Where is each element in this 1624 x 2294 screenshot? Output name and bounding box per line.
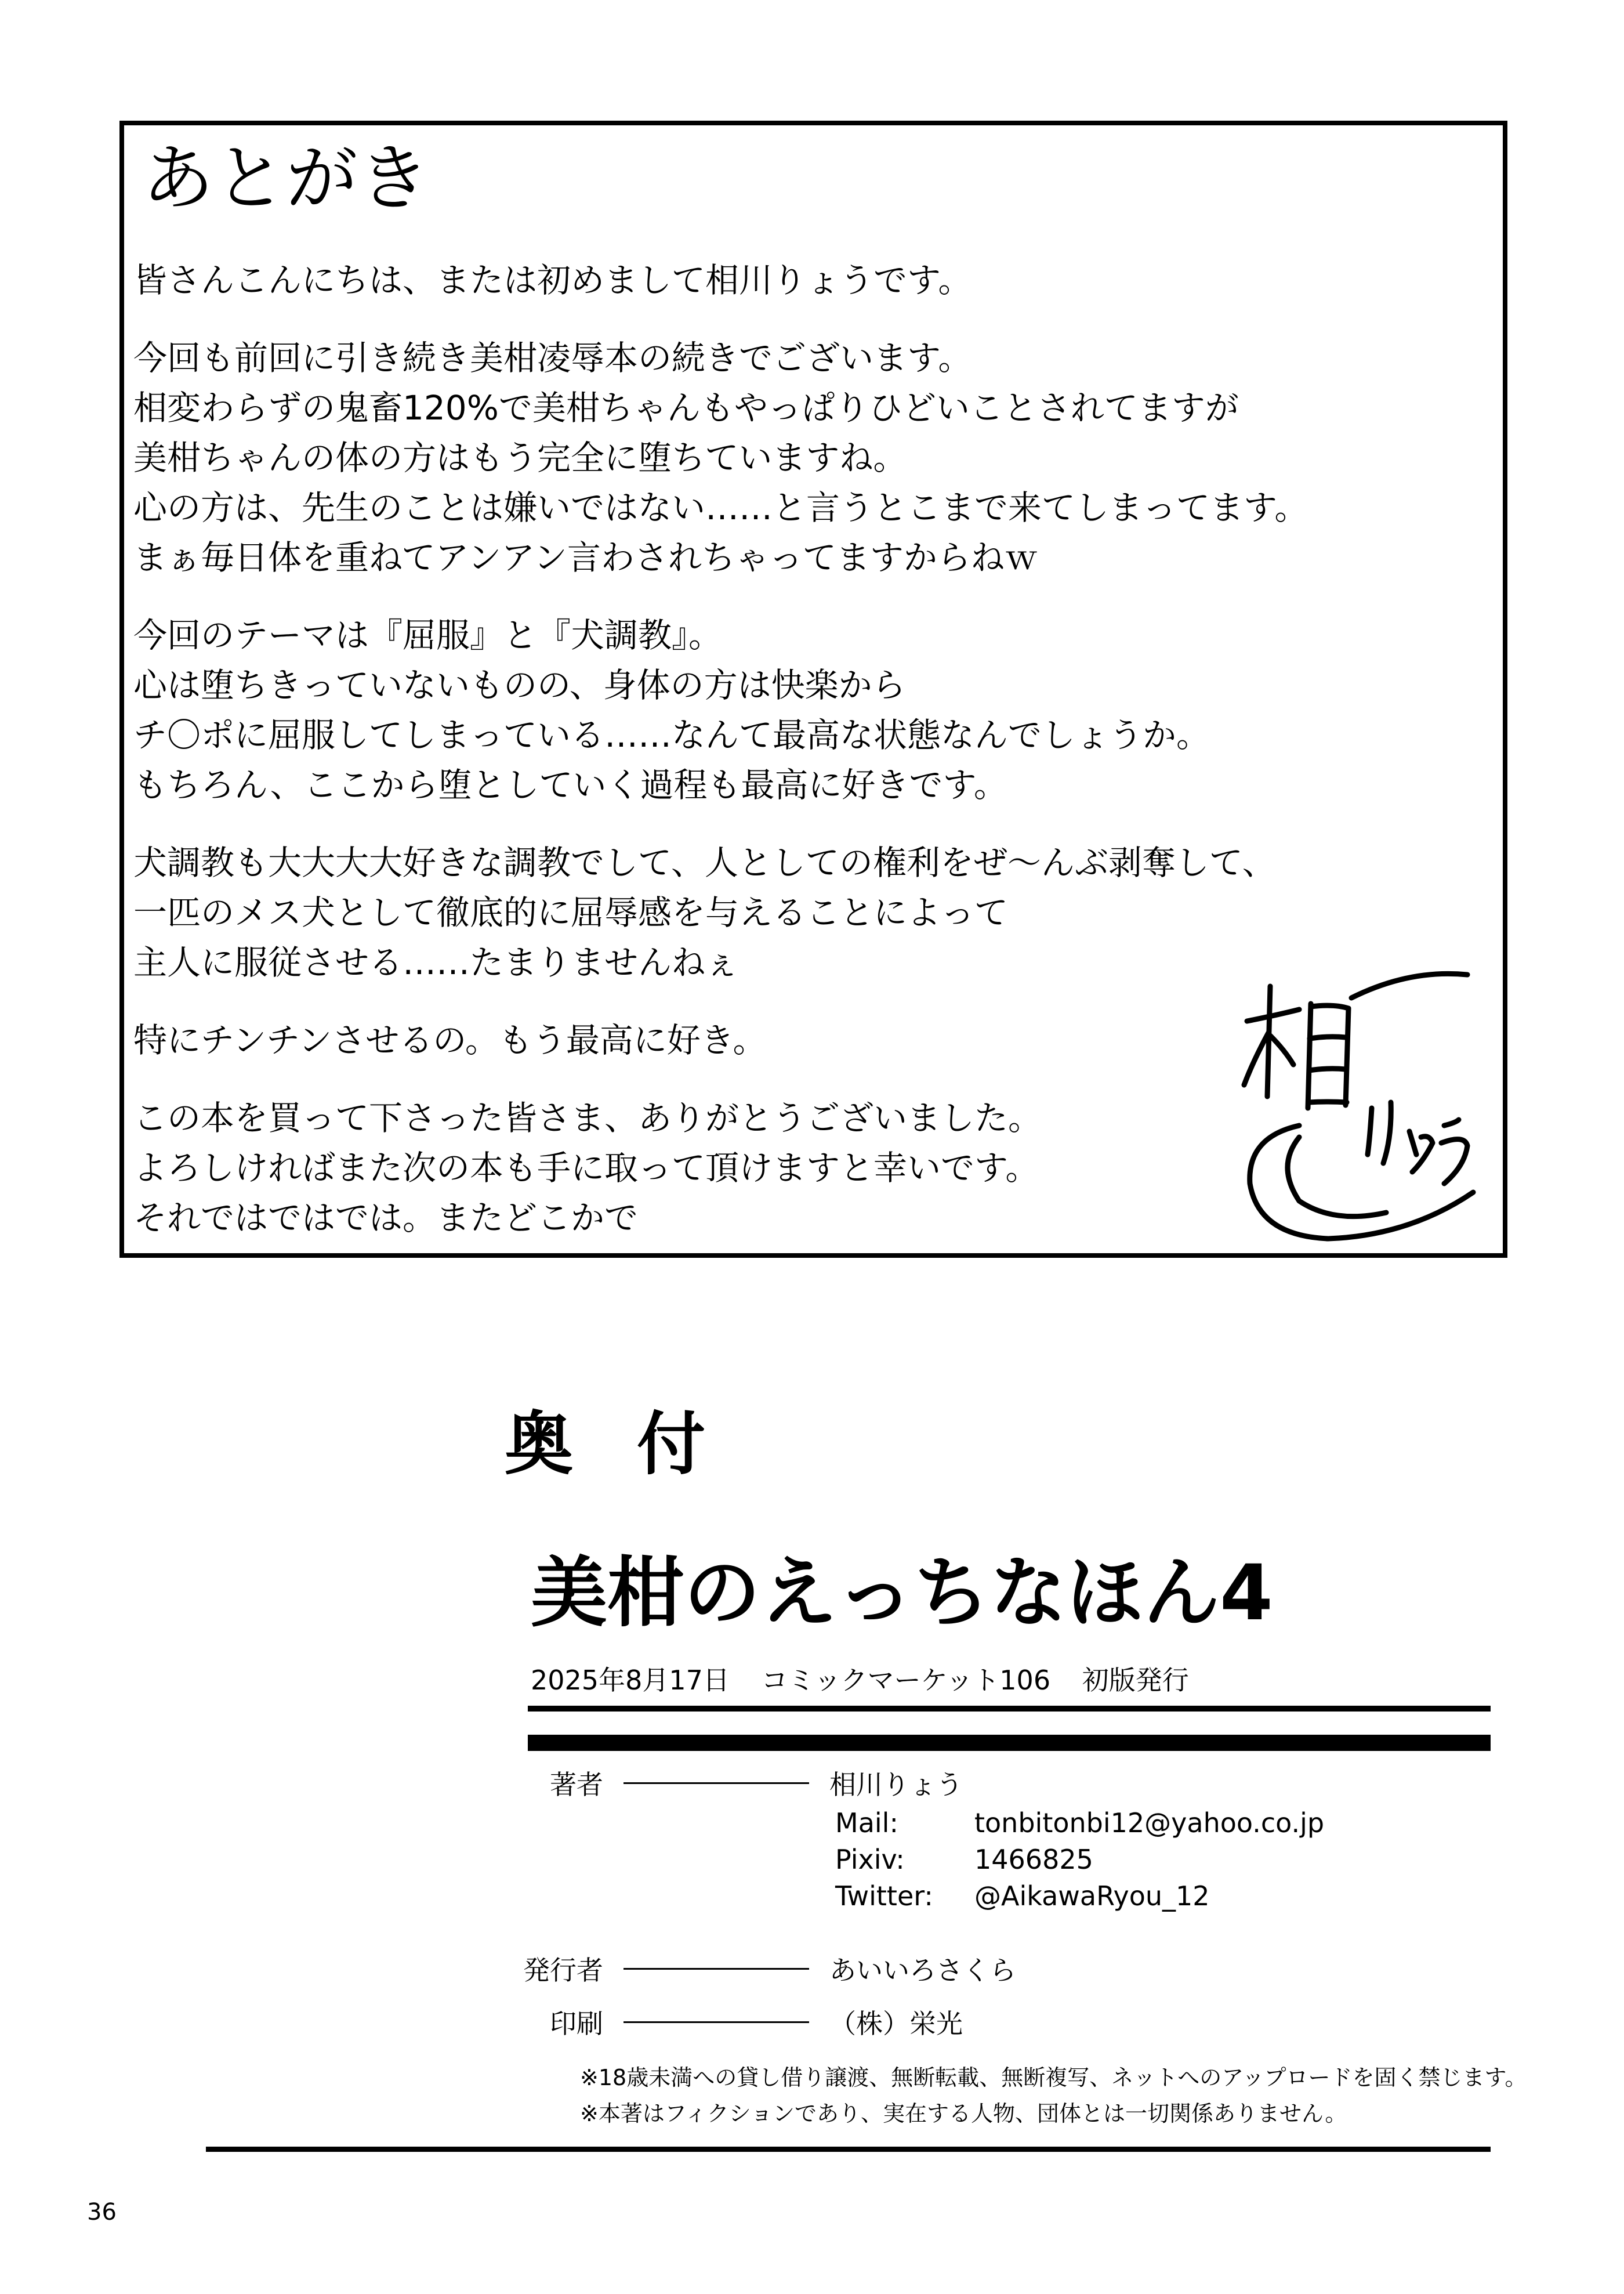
afterword-line: よろしければまた次の本も手に取って頂けますと幸いです。 xyxy=(133,1148,1039,1188)
afterword-paragraph xyxy=(133,333,1467,582)
afterword-line: この本を買って下さった皆さま、ありがとうございました。 xyxy=(133,1098,1042,1138)
afterword-line: まぁ毎日体を重ねてアンアン言わされちゃってますからねｗ xyxy=(133,538,1038,577)
author-row xyxy=(499,1764,1021,1799)
afterword-line: 今回のテーマは『屈服』と『犬調教』。 xyxy=(133,616,723,655)
publication-info xyxy=(531,1659,1212,1698)
legal-note: ※18歳未満への貸し借り譲渡、無断転載、無断複写、ネットへのアップロードを固く禁じます。 xyxy=(580,2065,1527,2090)
afterword-line: 心は堕ちきっていないものの、身体の方は快楽から xyxy=(133,665,906,705)
afterword-title: あとがき xyxy=(142,137,430,220)
afterword-line: それではではでは。またどこかで xyxy=(133,1198,639,1238)
legal-notes xyxy=(580,2060,1527,2132)
divider-thick xyxy=(528,1735,1491,1751)
printer-name: （株）栄光 xyxy=(829,2008,963,2039)
pixiv-value: 1466825 xyxy=(974,1844,1093,1875)
afterword-line: 今回も前回に引き続き美柑凌辱本の続きでございます。 xyxy=(133,338,972,378)
afterword-line: 心の方は、先生のことは嫌いではない……と言うとこまで来てしまってます。 xyxy=(133,488,1308,527)
twitter-value: @AikawaRyou_12 xyxy=(974,1880,1210,1912)
publisher-row xyxy=(499,1949,1021,1984)
mail-label: Mail: xyxy=(835,1807,898,1839)
publisher-name: あいいろさくら xyxy=(829,1955,1016,1986)
leader-line xyxy=(624,2021,809,2023)
mail-value: tonbitonbi12@yahoo.co.jp xyxy=(974,1807,1325,1839)
contact-mail xyxy=(835,1807,1324,1839)
contact-twitter xyxy=(835,1880,1210,1912)
bottom-rule xyxy=(206,2147,1491,2152)
divider-thin xyxy=(528,1706,1491,1712)
publisher-label: 発行者 xyxy=(523,1955,603,1986)
book-title: 美柑のえっちなほん4 xyxy=(531,1548,1273,1638)
afterword-line: 主人に服従させる……たまりませんねぇ xyxy=(133,943,740,982)
colophon-heading: 奥付 xyxy=(505,1404,770,1484)
author-signature xyxy=(1235,963,1491,1253)
afterword-paragraph xyxy=(133,610,1467,810)
printer-label: 印刷 xyxy=(550,2008,603,2039)
afterword-line: 特にチンチンさせるの。もう最高に好き。 xyxy=(133,1021,767,1060)
afterword-line: チ〇ポに屈服してしまっている……なんて最高な状態なんでしょうか。 xyxy=(133,715,1210,755)
contact-pixiv xyxy=(835,1844,1093,1875)
legal-note: ※本著はフィクションであり、実在する人物、団体とは一切関係ありません。 xyxy=(580,2101,1347,2126)
afterword-paragraph xyxy=(133,255,1467,305)
page-number: 36 xyxy=(87,2199,117,2226)
printer-row xyxy=(499,2003,1021,2038)
afterword-line: もちろん、ここから堕としていく過程も最高に好きです。 xyxy=(133,765,1007,805)
afterword-line: 美柑ちゃんの体の方はもう完全に堕ちていますね。 xyxy=(133,438,907,477)
edition-label: 初版発行 xyxy=(1082,1665,1189,1696)
author-name: 相川りょう xyxy=(829,1769,963,1800)
afterword-line: 皆さんこんにちは、または初めまして相川りょうです。 xyxy=(133,260,972,300)
pixiv-label: Pixiv: xyxy=(835,1844,905,1875)
leader-line xyxy=(624,1782,809,1784)
author-label: 著者 xyxy=(550,1769,603,1800)
publication-event: コミックマーケット106 xyxy=(761,1665,1051,1696)
publication-date: 2025年8月17日 xyxy=(531,1665,730,1696)
twitter-label: Twitter: xyxy=(835,1880,933,1912)
afterword-line: 相変わらずの鬼畜120%で美柑ちゃんもやっぱりひどいことされてますが xyxy=(133,388,1239,428)
afterword-line: 一匹のメス犬として徹底的に屈辱感を与えることによって xyxy=(133,893,1009,932)
afterword-line: 犬調教も大大大大好きな調教でして、人としての権利をぜ～んぶ剥奪して、 xyxy=(133,843,1276,882)
leader-line xyxy=(624,1968,809,1970)
